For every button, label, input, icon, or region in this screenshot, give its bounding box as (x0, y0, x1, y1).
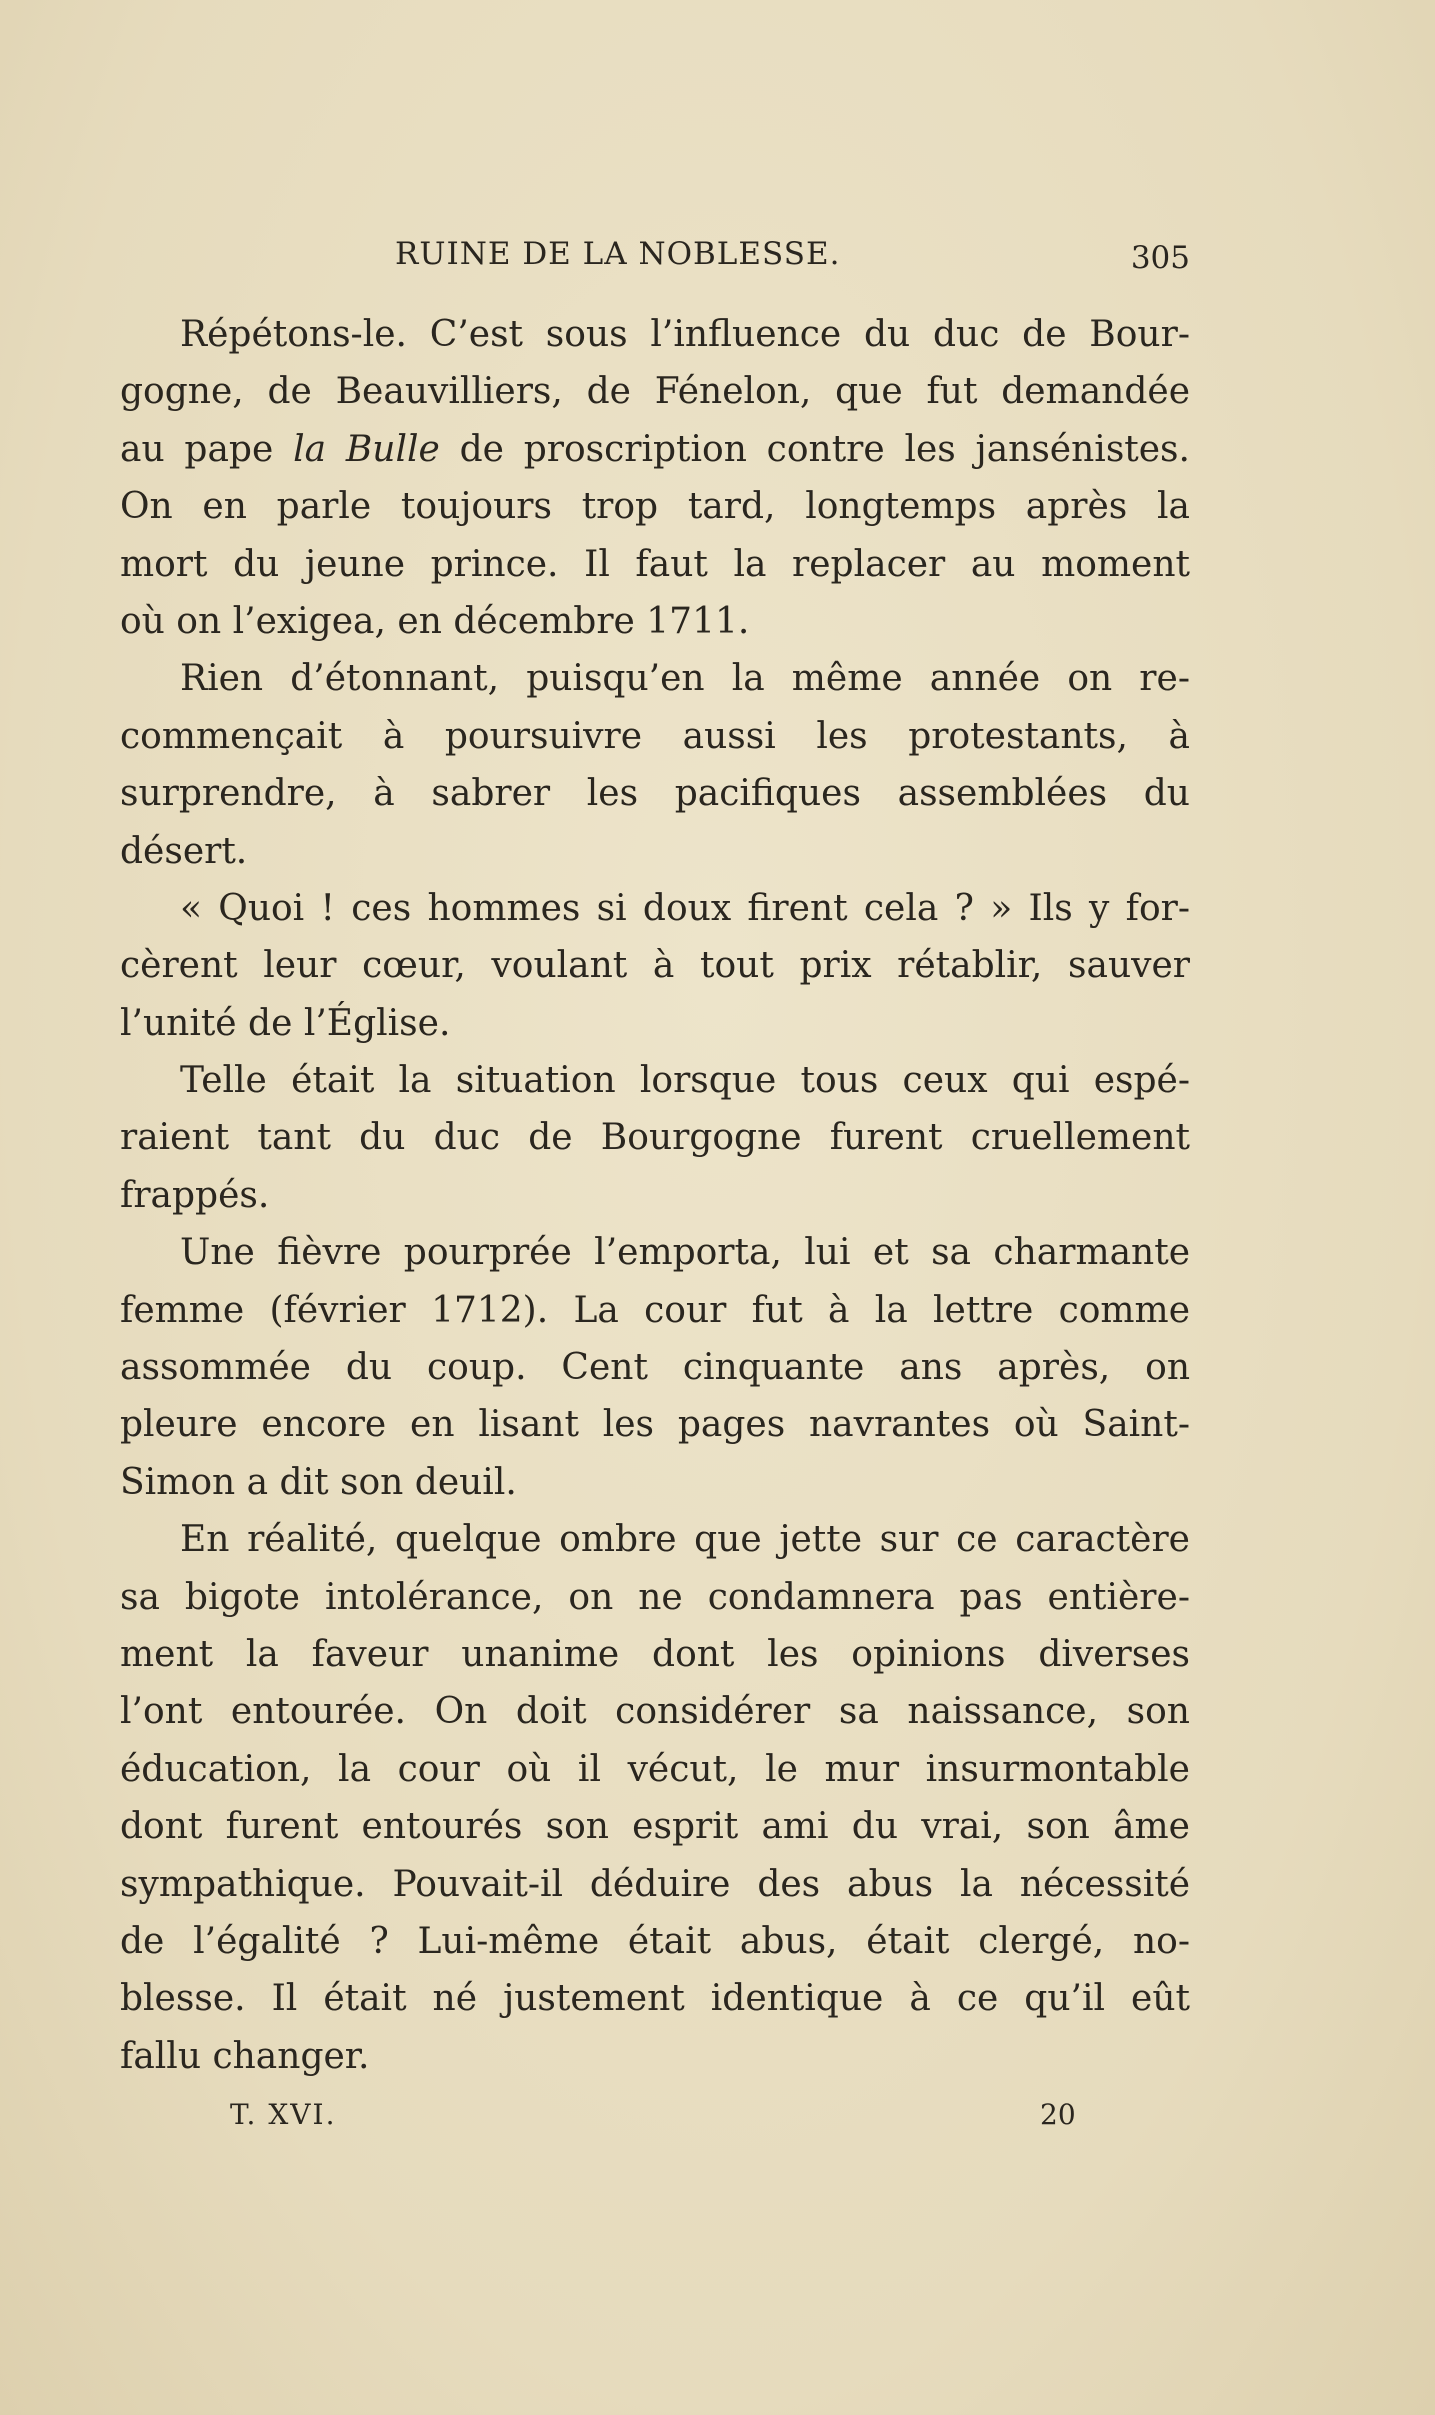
text-line: surprendre, à sabrer les pacifiques assemblées du (120, 773, 1190, 815)
text-line: sympathique. Pouvait-il déduire des abus la nécessité (120, 1863, 1190, 1905)
text-line: Répétons-le. C’est sous l’influence du duc de Bour- (180, 314, 1190, 355)
text-line: Telle était la situation lorsque tous ceux qui espé- (180, 1060, 1190, 1102)
text-line: pleure encore en lisant les pages navrantes où Saint- (120, 1404, 1190, 1446)
text-line: femme (février 1712). La cour fut à la lettre comme (120, 1289, 1190, 1331)
text-line: frappés. (120, 1174, 270, 1216)
italic-title: la Bulle (293, 428, 440, 470)
text-line: raient tant du duc de Bourgogne furent cruellement (120, 1117, 1190, 1159)
text-line: éducation, la cour où il vécut, le mur insurmontable (120, 1748, 1190, 1790)
sheet-number: 20 (1040, 2098, 1076, 2131)
text-line: fallu changer. (120, 2035, 370, 2077)
text-line: Simon a dit son deuil. (120, 1461, 517, 1503)
text-line: En réalité, quelque ombre que jette sur ce caractère (180, 1519, 1190, 1561)
text-line: assommée du coup. Cent cinquante ans après, on (120, 1347, 1190, 1389)
page-number: 305 (1130, 240, 1190, 276)
text-line: ment la faveur unanime dont les opinions diverses (120, 1633, 1190, 1675)
running-head (120, 236, 1190, 286)
text-line: dont furent entourés son esprit ami du vrai, son âme (120, 1806, 1190, 1848)
text-line: désert. (120, 830, 248, 872)
text-line: Rien d’étonnant, puisqu’en la même année on re- (180, 658, 1190, 700)
text-line: où on l’exigea, en décembre 1711. (120, 600, 750, 642)
body-text (120, 306, 1190, 2085)
text-line: l’unité de l’Église. (120, 1002, 451, 1044)
text-line: commençait à poursuivre aussi les protestants, à (120, 715, 1190, 757)
text-line (120, 421, 1190, 478)
page-footer (120, 2098, 1190, 2138)
text-line: l’ont entourée. On doit considérer sa naissance, son (120, 1691, 1190, 1733)
text-line: « Quoi ! ces hommes si doux firent cela ? » Ils y for- (180, 887, 1190, 929)
running-title: RUINE DE LA NOBLESSE. (395, 236, 841, 272)
text-line: gogne, de Beauvilliers, de Fénelon, que fut demandée (120, 371, 1190, 413)
text-segment: au pape (120, 428, 294, 470)
text-line: mort du jeune prince. Il faut la replacer au moment (120, 543, 1190, 585)
text-line: blesse. Il était né justement identique à ce qu’il eût (120, 1978, 1190, 2020)
text-segment: de proscription contre les jansénistes. (439, 428, 1190, 470)
signature-mark: T. XVI. (230, 2098, 337, 2131)
text-line: On en parle toujours trop tard, longtemps après la (120, 486, 1190, 528)
text-line: cèrent leur cœur, voulant à tout prix rétablir, sauver (120, 945, 1190, 987)
text-line: de l’égalité ? Lui-même était abus, était clergé, no- (120, 1920, 1190, 1962)
text-line: Une fièvre pourprée l’emporta, lui et sa charmante (180, 1232, 1190, 1274)
text-line: sa bigote intolérance, on ne condamnera pas entière- (120, 1576, 1190, 1618)
